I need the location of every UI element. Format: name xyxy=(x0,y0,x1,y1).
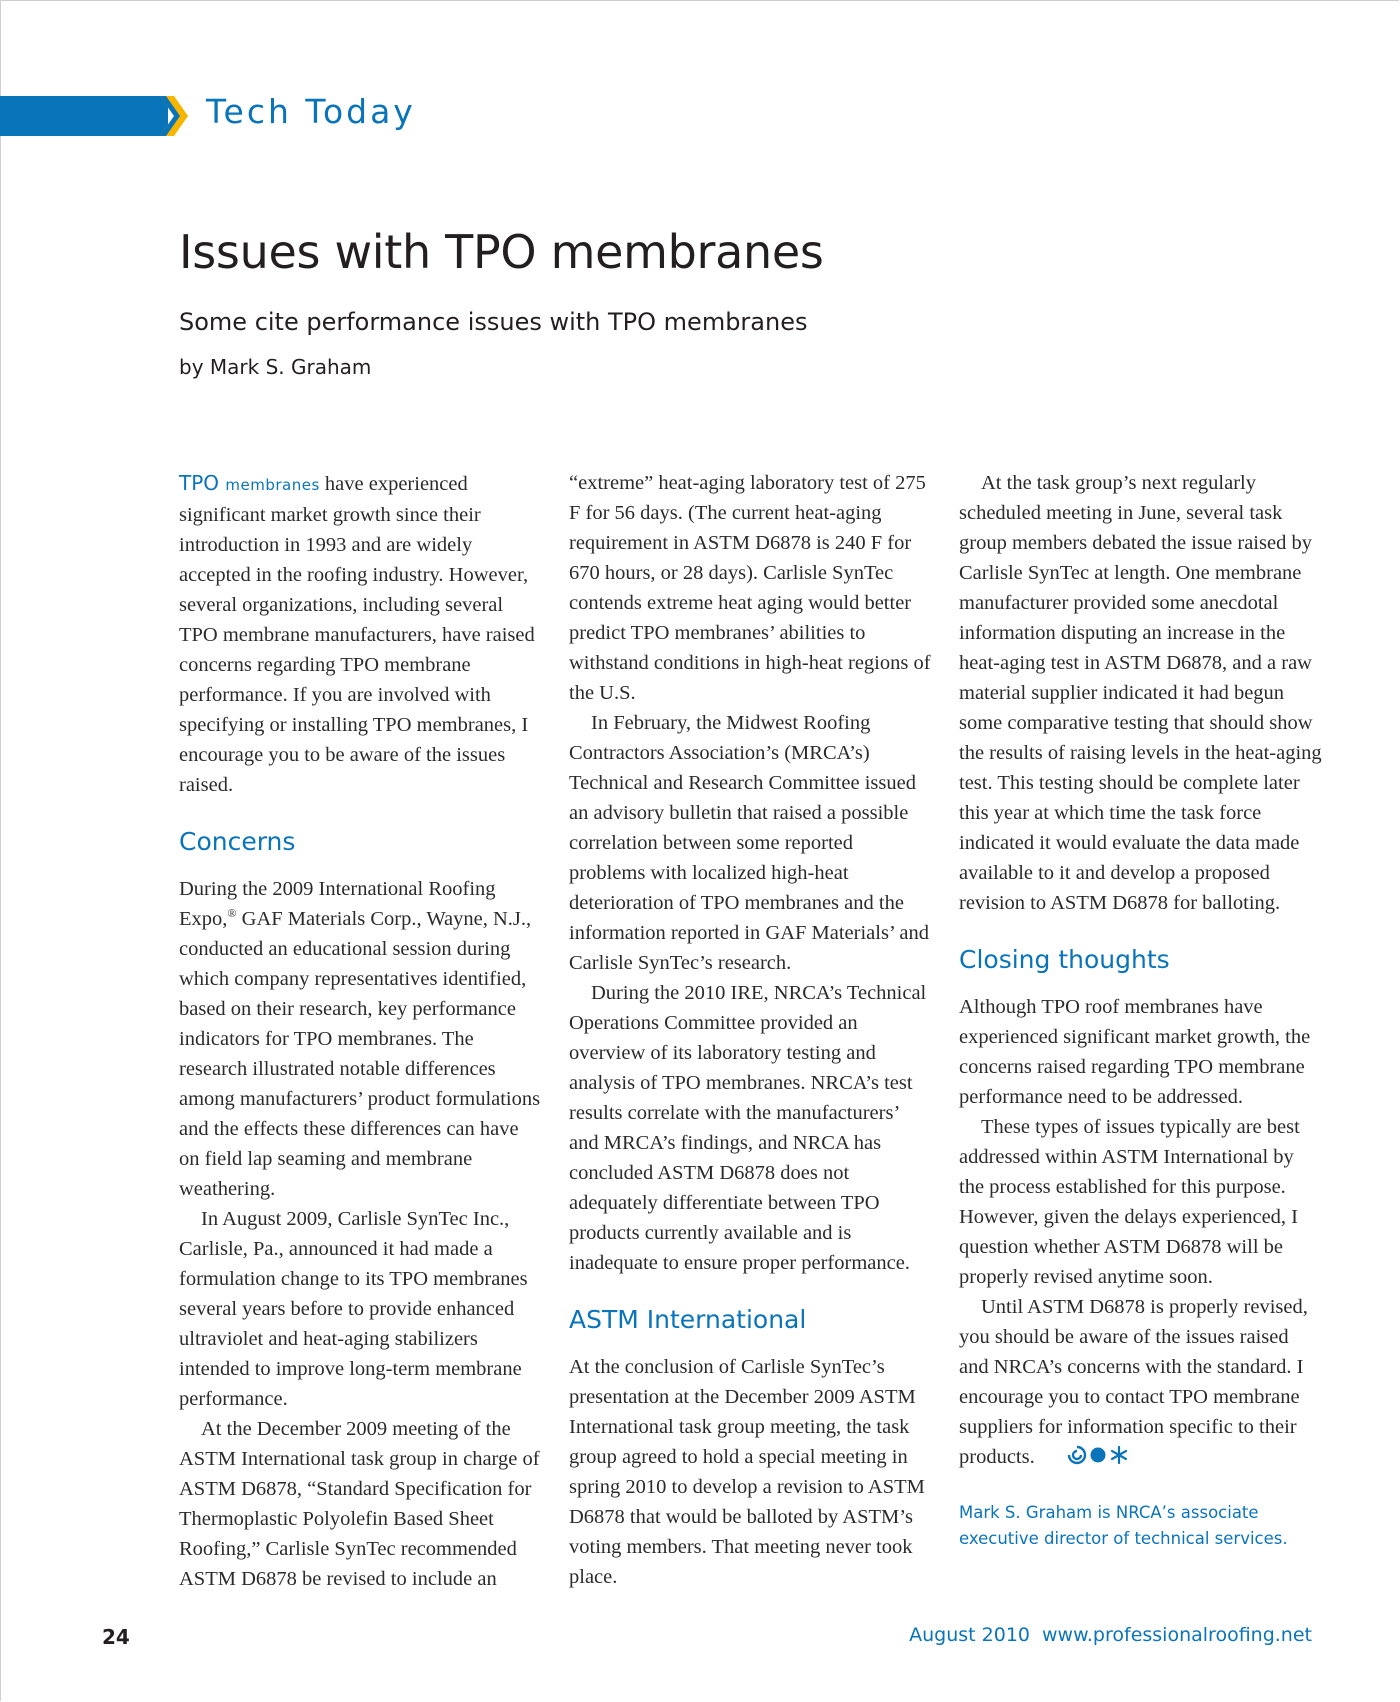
swirl-icon xyxy=(1069,1447,1085,1463)
article-title: Issues with TPO membranes xyxy=(179,225,824,279)
chevron-right-icon xyxy=(160,96,190,136)
website-link[interactable]: www.professionalroofing.net xyxy=(1042,1624,1312,1646)
paragraph-closing-1: Although TPO roof membranes have experienced significant market growth, the concerns raised regarding TPO membrane performance need to be addressed. xyxy=(959,996,1311,1108)
paragraph-text: GAF Materials Corp., Wayne, N.J., conducted an educational session during which company representatives identified, based on their research, key performance indicators for TPO membranes. The research illustrated notable differences among manufacturers’ product formulations and the effects these differences can have on field lap seaming and membrane weathering. xyxy=(179,908,541,1200)
lead-in xyxy=(179,471,320,495)
column-3 xyxy=(959,468,1323,1552)
paragraph-concerns-3: At the December 2009 meeting of the ASTM International task group in charge of ASTM D6878, “Standard Specification for Thermoplastic Polyolefin Based Sheet Roofing,” Carlisle SynTec recommended ASTM D6878 be revised to include an xyxy=(179,1418,540,1590)
lead-in-word: TPO xyxy=(179,471,220,495)
paragraph-text: During the 2009 International Roofing Expo, xyxy=(179,878,496,930)
footer-info xyxy=(909,1624,1312,1646)
lead-in-small-caps: membranes xyxy=(225,476,320,494)
section-label: Tech Today xyxy=(206,92,416,131)
end-mark-icons xyxy=(1067,1445,1129,1465)
registered-mark: ® xyxy=(227,906,237,921)
paragraph-concerns-1 xyxy=(179,874,541,1204)
column-1 xyxy=(179,468,541,1594)
paragraph-text: Until ASTM D6878 is properly revised, you should be aware of the issues raised and NRCA’s concerns with the standard. I encourage you to contact TPO membrane suppliers for information specific to their products. xyxy=(959,1296,1308,1468)
banner-bar xyxy=(0,96,168,136)
column-2 xyxy=(569,468,931,1592)
paragraph-task-group: At the task group’s next regularly scheduled meeting in June, several task group members debated the issue raised by Carlisle SynTec at length. One membrane manufacturer provided some anecdotal information disputing an increase in the heat-aging test in ASTM D6878, and a raw material supplier indicated it had begun some comparative testing that should show the results of raising levels in the heat-aging test. This testing should be complete later this year at which time the task force indicated it would evaluate the data made available to it and develop a proposed revision to ASTM D6878 for balloting. xyxy=(959,472,1322,914)
paragraph-intro-text: have experienced significant market growth since their introduction in 1993 and are widely accepted in the roofing industry. However, several organizations, including several TPO membrane manufacturers, have raised concerns regarding TPO membrane performance. If you are involved with specifying or installing TPO membranes, I encourage you to be aware of the issues raised. xyxy=(179,473,535,796)
heading-concerns: Concerns xyxy=(179,827,296,856)
section-banner xyxy=(0,92,416,136)
paragraph-intro xyxy=(179,468,541,800)
dot-icon xyxy=(1090,1448,1105,1463)
author-bio: Mark S. Graham is NRCA’s associate executive director of technical services. xyxy=(959,1503,1288,1548)
article-subtitle: Some cite performance issues with TPO membranes xyxy=(179,308,808,336)
heading-closing-thoughts: Closing thoughts xyxy=(959,945,1170,974)
end-of-article-marks xyxy=(1045,1444,1129,1474)
issue-date: August 2010 xyxy=(909,1624,1031,1646)
paragraph-closing-2: These types of issues typically are best addressed within ASTM International by the process established for this purpose. However, given the delays experienced, I question whether ASTM D6878 will be properly revised anytime soon. xyxy=(959,1116,1300,1288)
page-number: 24 xyxy=(102,1625,130,1649)
snowflake-icon xyxy=(1112,1447,1126,1463)
paragraph-nrca: During the 2010 IRE, NRCA’s Technical Operations Committee provided an overview of its laboratory testing and analysis of TPO membranes. NRCA’s test results correlate with the manufacturers’ and MRCA’s findings, and NRCA has concluded ASTM D6878 does not adequately differentiate between TPO products currently available and is inadequate to ensure proper performance. xyxy=(569,982,927,1274)
article-byline: by Mark S. Graham xyxy=(179,355,372,379)
paragraph-mrca: In February, the Midwest Roofing Contractors Association’s (MRCA’s) Technical and Research Committee issued an advisory bulletin that raised a possible correlation between some reported problems with localized high-heat deterioration of TPO membranes and the information reported in GAF Materials’ and Carlisle SynTec’s research. xyxy=(569,712,929,974)
paragraph-concerns-2: In August 2009, Carlisle SynTec Inc., Carlisle, Pa., announced it had made a formulation change to its TPO membranes several years before to provide enhanced ultraviolet and heat-aging stabilizers intended to improve long-term membrane performance. xyxy=(179,1208,528,1410)
heading-astm-international: ASTM International xyxy=(569,1305,807,1334)
paragraph-astm: At the conclusion of Carlisle SynTec’s presentation at the December 2009 ASTM International task group meeting, the task group agreed to hold a special meeting in spring 2010 to develop a revision to ASTM D6878 that would be balloted by ASTM’s voting members. That meeting never took place. xyxy=(569,1356,925,1588)
paragraph-closing-3 xyxy=(959,1292,1323,1474)
paragraph-continued: “extreme” heat-aging laboratory test of 275 F for 56 days. (The current heat-aging requirement in ASTM D6878 is 240 F for 670 hours, or 28 days). Carlisle SynTec contends extreme heat aging would better predict TPO membranes’ abilities to withstand conditions in high-heat regions of the U.S. xyxy=(569,472,931,704)
